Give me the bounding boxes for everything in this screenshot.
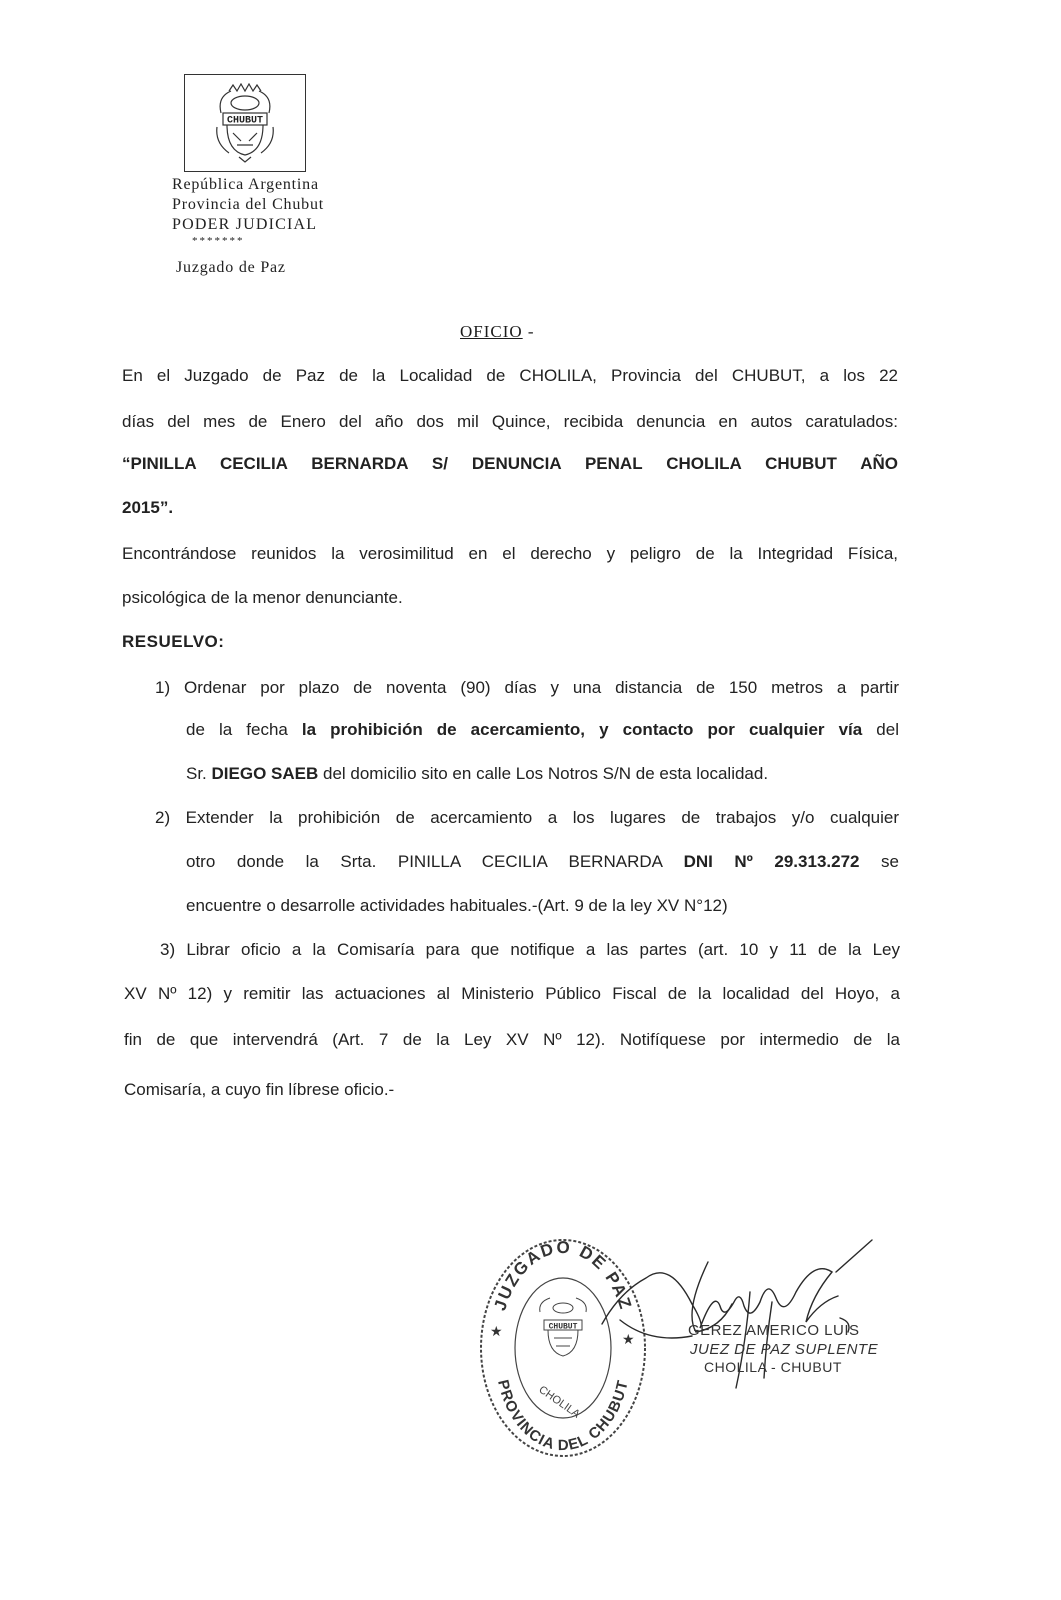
judge-name: GEREZ AMERICO LUIS (688, 1322, 860, 1339)
header-power: PODER JUDICIAL (172, 216, 318, 233)
seal-bottom-text: PROVINCIA DEL CHUBUT (494, 1378, 632, 1455)
contact-text: y contacto por cualquier vía (585, 720, 863, 739)
prohibition-text: la prohibición de acercamiento, (301, 720, 586, 739)
item3-line-4: Comisaría, a cuyo fin líbrese oficio.- (124, 1080, 395, 1099)
header-stars: ******* (192, 235, 245, 247)
intro-line-1: En el Juzgado de Paz de la Localidad de CHOLILA, Provincia del CHUBUT, a los 22 (122, 366, 898, 385)
item1-line-2: de la fecha la prohibición de acercamiento, y contacto por cualquier vía del (186, 720, 899, 739)
item2-line-2: otro donde la Srta. PINILLA CECILIA BERNARDA DNI Nº 29.313.272 se (186, 852, 899, 871)
defendant-name: DIEGO SAEB (211, 764, 319, 783)
reasons-line-1: Encontrándose reunidos la verosimilitud en el derecho y peligro de la Integridad Física, (122, 544, 898, 563)
header-province: Provincia del Chubut (172, 196, 324, 213)
dni-number: DNI Nº 29.313.272 (683, 852, 860, 871)
case-caption: “PINILLA CECILIA BERNARDA S/ DENUNCIA PENAL CHOLILA CHUBUT AÑO (122, 454, 898, 473)
item3-line-1: 3) Librar oficio a la Comisaría para que notifique a las partes (art. 10 y 11 de la Ley (160, 940, 900, 959)
seal-top-text: JUZGADO DE PAZ (490, 1237, 636, 1313)
judge-role: JUEZ DE PAZ SUPLENTE (690, 1341, 879, 1358)
item1-line-1: 1) Ordenar por plazo de noventa (90) días y una distancia de 150 metros a partir (155, 678, 899, 697)
case-caption-year: 2015”. (122, 498, 174, 517)
item2-line-1: 2) Extender la prohibición de acercamiento a los lugares de trabajos y/o cualquier (155, 808, 899, 827)
seal-crest-label: CHUBUT (548, 1322, 578, 1332)
seal-star-right-icon: ★ (622, 1332, 635, 1348)
title-suffix: - (522, 322, 535, 341)
header-court: Juzgado de Paz (176, 259, 286, 276)
header-country: República Argentina (172, 176, 319, 193)
judge-place: CHOLILA - CHUBUT (704, 1359, 842, 1375)
crest-label: CHUBUT (226, 115, 264, 127)
intro-line-2: días del mes de Enero del año dos mil Quince, recibida denuncia en autos caratulados: (122, 412, 898, 431)
chubut-coat-of-arms-icon (211, 83, 279, 163)
reasons-line-2: psicológica de la menor denunciante. (122, 588, 403, 607)
item1-line-3: Sr. DIEGO SAEB del domicilio sito en calle Los Notros S/N de esta localidad. (186, 764, 769, 783)
document-title (460, 322, 535, 342)
item3-line-2: XV Nº 12) y remitir las actuaciones al Ministerio Público Fiscal de la localidad del Hoyo, a (124, 984, 900, 1003)
title-main: OFICIO (460, 322, 523, 341)
item2-line-3: encuentre o desarrolle actividades habituales.-(Art. 9 de la ley XV N°12) (186, 896, 728, 915)
resuelvo-heading: RESUELVO: (122, 632, 225, 651)
coat-of-arms-frame (184, 74, 306, 172)
item3-line-3: fin de que intervendrá (Art. 7 de la Ley XV Nº 12). Notifíquese por intermedio de la (124, 1030, 900, 1049)
seal-inner-text: CHOLILA (536, 1383, 582, 1421)
seal-star-left-icon: ★ (490, 1324, 503, 1340)
